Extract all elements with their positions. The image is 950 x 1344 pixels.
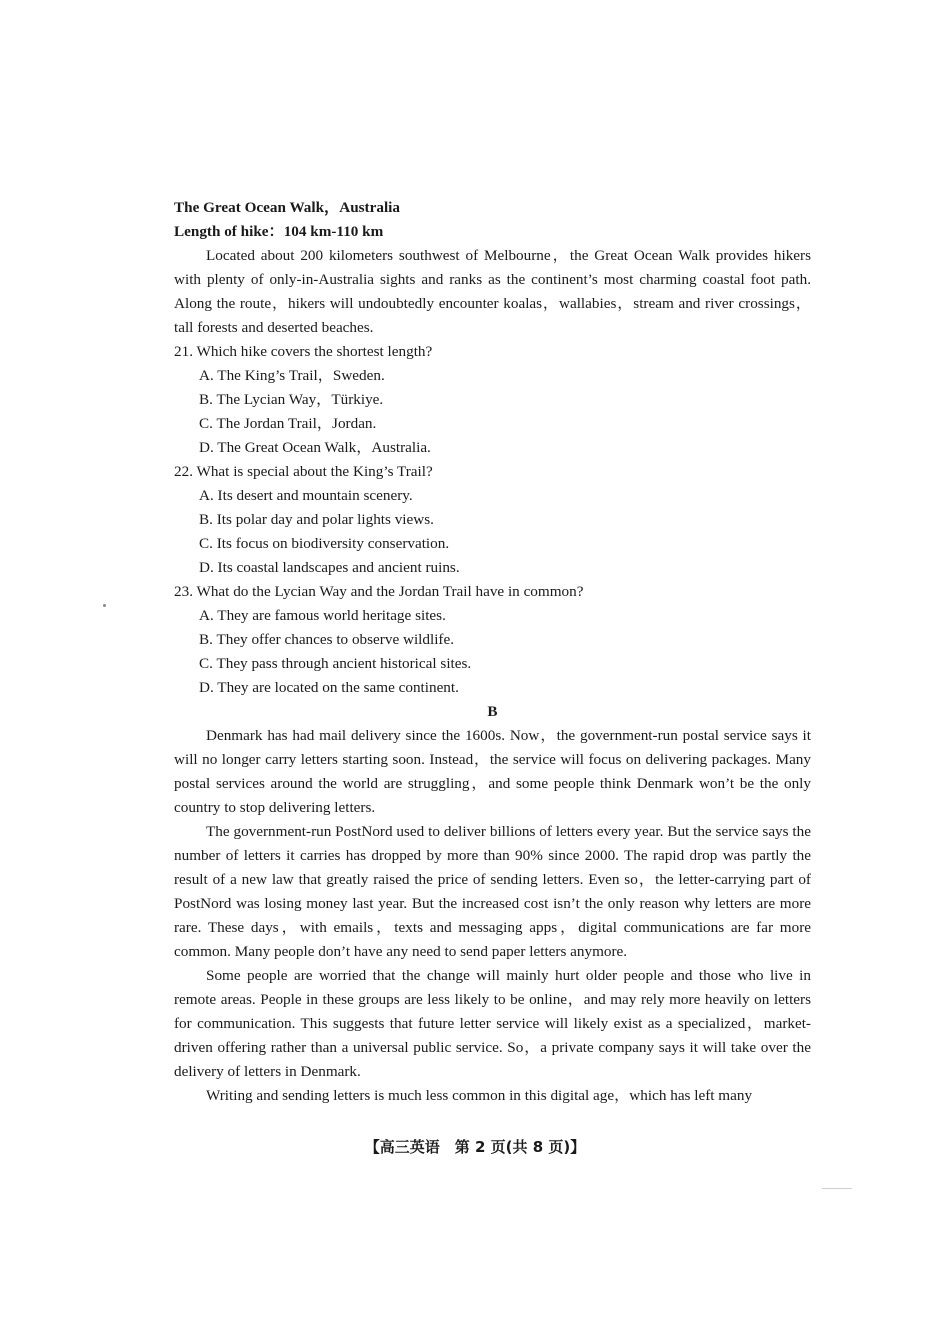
question-option: A. The King’s Trail，Sweden.: [199, 367, 385, 384]
hike-length: Length of hike：104 km-110 km: [174, 223, 384, 240]
question-stem: 21. Which hike covers the shortest length?: [174, 343, 433, 360]
question-option: A. Its desert and mountain scenery.: [199, 487, 413, 504]
question-block: [174, 460, 811, 580]
question-block: [174, 580, 811, 700]
hike-title: The Great Ocean Walk，Australia: [174, 199, 400, 216]
question-option: D. The Great Ocean Walk，Australia.: [199, 439, 431, 456]
question-stem: 23. What do the Lycian Way and the Jordan Trail have in common?: [174, 583, 584, 600]
question-option: C. Its focus on biodiversity conservation.: [199, 535, 450, 552]
question-option: D. Its coastal landscapes and ancient ruins.: [199, 559, 460, 576]
scan-line: [822, 1188, 852, 1189]
page-footer: 【高三英语 第 2 页(共 8 页)】: [364, 1138, 586, 1156]
hike-description: Located about 200 kilometers southwest of Melbourne，the Great Ocean Walk provides hikers with plenty of only-in-Australia sights and ranks as the continent’s most charming coastal foot path. Along the route，hikers will undoubtedly encounter koalas，wallabies，stream and river crossings，tall forests and deserted beaches.: [174, 247, 811, 336]
question-option: A. They are famous world heritage sites.: [199, 607, 446, 624]
question-block: [174, 340, 811, 460]
question-option: B. The Lycian Way，Türkiye.: [199, 391, 384, 408]
article-paragraph: Some people are worried that the change will mainly hurt older people and those who live in remote areas. People in these groups are less likely to be online，and may rely more heavily on letters for communication. This suggests that future letter service will likely exist as a specialized，market-driven offering rather than a universal public service. So，a private company says it will take over the delivery of letters in Denmark.: [174, 967, 811, 1080]
question-option: C. The Jordan Trail，Jordan.: [199, 415, 377, 432]
question-option: B. Its polar day and polar lights views.: [199, 511, 434, 528]
article-paragraph: The government-run PostNord used to deliver billions of letters every year. But the service says the number of letters it carries has dropped by more than 90% since 2000. The rapid drop was partly the result of a new law that greatly raised the price of sending letters. Even so，the letter-carrying part of PostNord was losing money last year. But the increased cost isn’t the only reason why letters are more rare. These days，with emails，texts and messaging apps，digital communications are far more common. Many people don’t have any need to send paper letters anymore.: [174, 823, 811, 960]
section-heading: B: [487, 703, 498, 720]
article-paragraph: Writing and sending letters is much less common in this digital age，which has left many: [206, 1087, 753, 1104]
article-paragraph: Denmark has had mail delivery since the 1600s. Now，the government-run postal service says it will no longer carry letters starting soon. Instead，the service will focus on delivering packages. Many postal services around the world are struggling，and some people think Denmark won’t be the only country to stop delivering letters.: [174, 727, 811, 816]
page-content: [174, 196, 811, 1108]
question-option: D. They are located on the same continent.: [199, 679, 459, 696]
question-stem: 22. What is special about the King’s Trail?: [174, 463, 433, 480]
question-option: B. They offer chances to observe wildlife.: [199, 631, 455, 648]
question-option: C. They pass through ancient historical sites.: [199, 655, 472, 672]
scan-mark: [103, 604, 106, 607]
